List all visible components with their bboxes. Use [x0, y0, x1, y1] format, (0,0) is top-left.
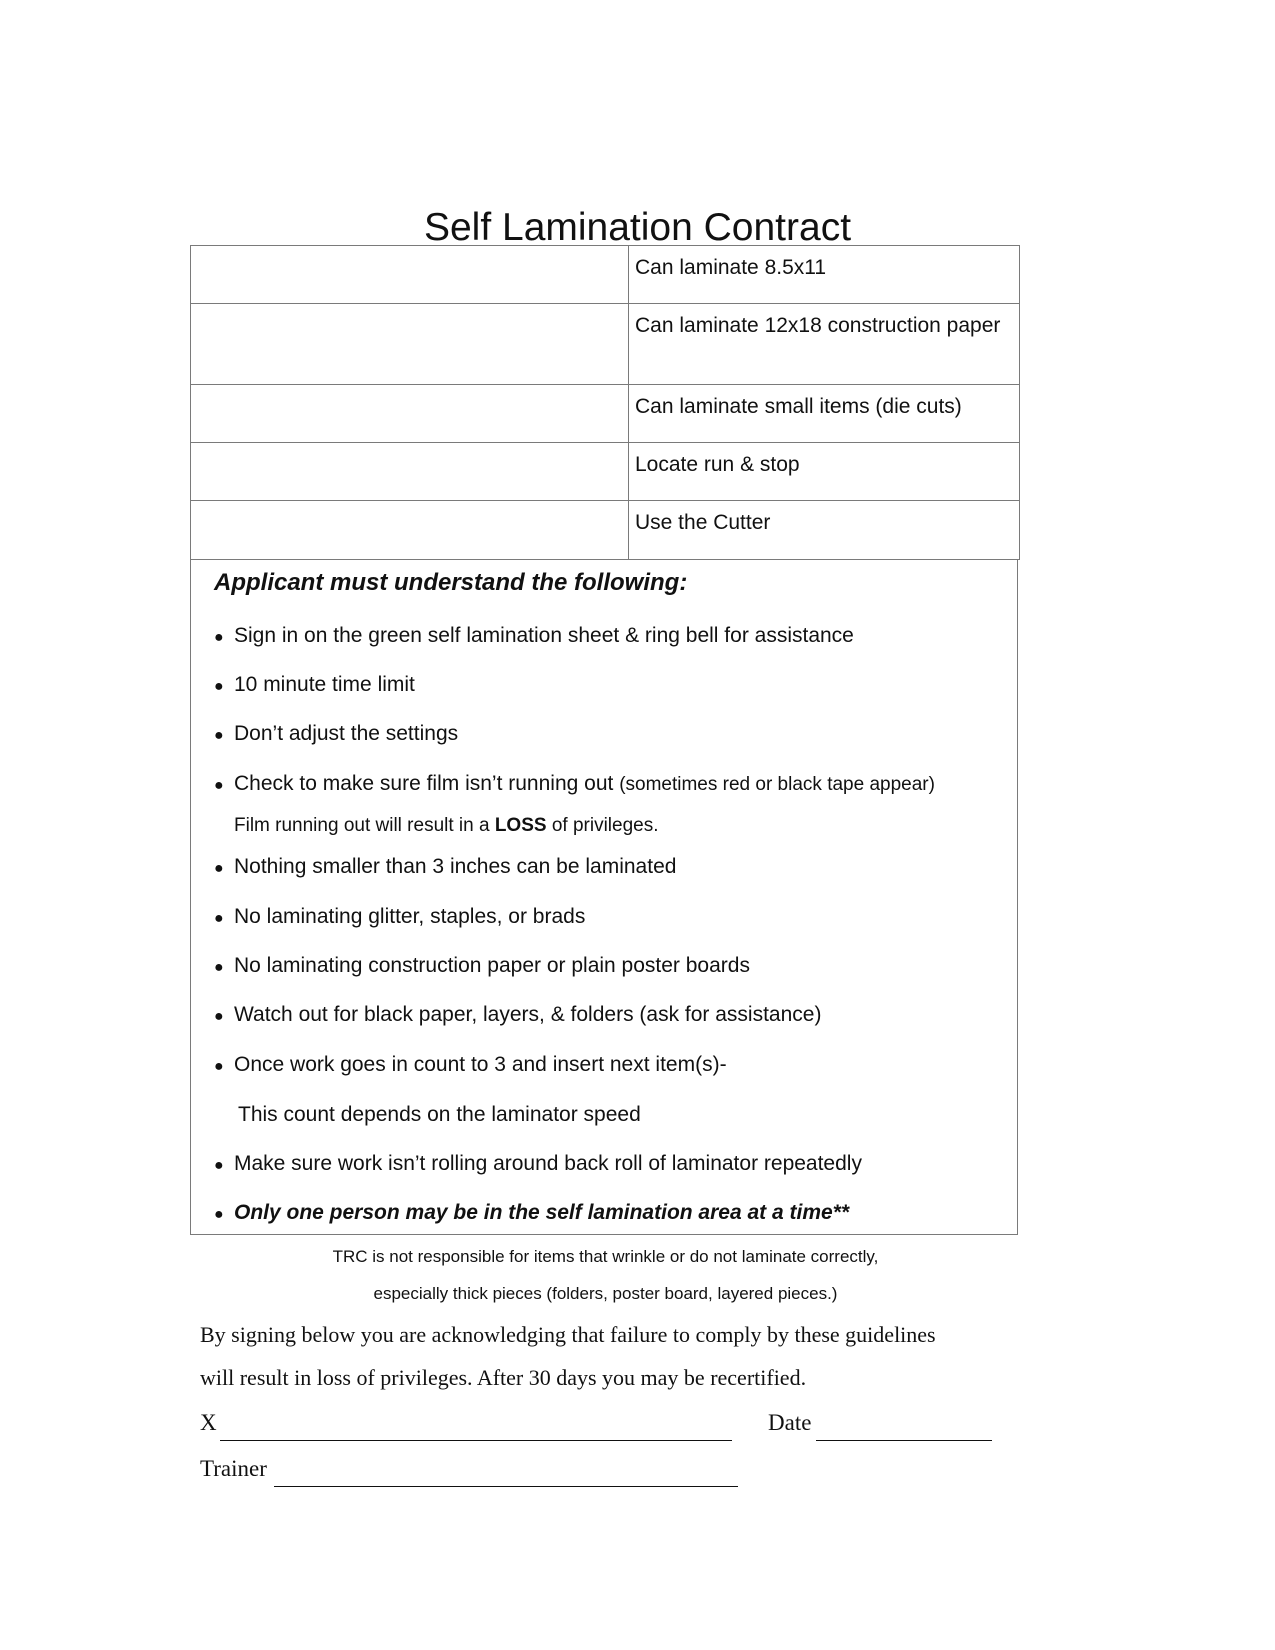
- rule-item: [214, 954, 750, 978]
- skill-label: Can laminate 8.5x11: [629, 246, 1020, 304]
- rule-text: Make sure work isn’t rolling around back roll of laminator repeatedly: [234, 1152, 862, 1175]
- film-loss-bold: LOSS: [494, 815, 547, 836]
- signature-x-label: X: [200, 1410, 217, 1435]
- rule-text: Nothing smaller than 3 inches can be laminated: [234, 855, 677, 878]
- skill-initial-cell[interactable]: [191, 304, 629, 385]
- rule-item: [214, 1053, 727, 1077]
- bullet-icon: ●: [214, 860, 224, 877]
- acknowledgement-line: By signing below you are acknowledging that failure to comply by these guidelines: [200, 1322, 936, 1347]
- rule-text: No laminating construction paper or plain poster boards: [234, 954, 750, 977]
- rule-item: [214, 1152, 862, 1176]
- rule-item: [214, 722, 458, 746]
- rule-text: 10 minute time limit: [234, 673, 415, 696]
- trainer-label: Trainer: [200, 1456, 267, 1481]
- bullet-icon: ●: [214, 727, 224, 744]
- rules-box: [190, 559, 1018, 1235]
- bullet-icon: ●: [214, 1206, 224, 1223]
- bullet-icon: ●: [214, 1157, 224, 1174]
- document-title: Self Lamination Contract: [423, 206, 852, 249]
- date-label: Date: [768, 1410, 812, 1435]
- rule-text: Check to make sure film isn’t running out: [234, 772, 614, 795]
- bullet-icon: ●: [214, 910, 224, 927]
- rule-item: [214, 855, 676, 879]
- bullet-icon: ●: [214, 1008, 224, 1025]
- disclaimer-line: especially thick pieces (folders, poster board, layered pieces.): [373, 1284, 838, 1303]
- rule-item: [214, 624, 854, 648]
- rule-text: Once work goes in count to 3 and insert next item(s)-: [234, 1053, 727, 1076]
- skill-initial-cell[interactable]: [191, 246, 629, 304]
- skill-initial-cell[interactable]: [191, 501, 629, 560]
- trainer-signature-line[interactable]: [274, 1486, 738, 1487]
- skill-row: [191, 385, 1020, 443]
- skill-row: [191, 304, 1020, 385]
- film-loss-note: [234, 815, 659, 837]
- rule-item: [214, 772, 935, 796]
- rule-text: Watch out for black paper, layers, & folders (ask for assistance): [234, 1003, 822, 1026]
- skill-label: Locate run & stop: [629, 443, 1020, 501]
- acknowledgement-line: will result in loss of privileges. After 30 days you may be recertified.: [200, 1365, 807, 1390]
- disclaimer-line: TRC is not responsible for items that wrinkle or do not laminate correctly,: [332, 1247, 879, 1266]
- bullet-icon: ●: [214, 959, 224, 976]
- skill-row: [191, 246, 1020, 304]
- skill-row: [191, 443, 1020, 501]
- rule-item: [214, 673, 415, 697]
- bullet-icon: ●: [214, 629, 224, 646]
- rule-text: Sign in on the green self lamination sheet & ring bell for assistance: [234, 624, 854, 647]
- rule-item: [214, 1003, 821, 1027]
- rule-item-emphasis: [214, 1201, 849, 1225]
- bullet-icon: ●: [214, 777, 224, 794]
- skills-table: [190, 245, 1020, 560]
- skill-label: Use the Cutter: [629, 501, 1020, 560]
- skill-initial-cell[interactable]: [191, 385, 629, 443]
- skill-label: Can laminate 12x18 construction paper: [629, 304, 1020, 385]
- skill-row: [191, 501, 1020, 560]
- signature-line[interactable]: [220, 1440, 732, 1441]
- film-note: (sometimes red or black tape appear): [619, 774, 935, 795]
- skill-label: Can laminate small items (die cuts): [629, 385, 1020, 443]
- rule-text: Only one person may be in the self lamination area at a time**: [234, 1201, 850, 1224]
- film-loss-text-after: of privileges.: [551, 815, 659, 836]
- rule-text: No laminating glitter, staples, or brads: [234, 905, 586, 928]
- count-note: This count depends on the laminator speed: [238, 1103, 641, 1126]
- date-line[interactable]: [816, 1440, 992, 1441]
- rules-heading: Applicant must understand the following:: [214, 569, 688, 596]
- bullet-icon: ●: [214, 678, 224, 695]
- rule-text: Don’t adjust the settings: [234, 722, 459, 745]
- rule-item: [214, 905, 585, 929]
- skill-initial-cell[interactable]: [191, 443, 629, 501]
- bullet-icon: ●: [214, 1058, 224, 1075]
- film-loss-text: Film running out will result in a: [234, 815, 490, 836]
